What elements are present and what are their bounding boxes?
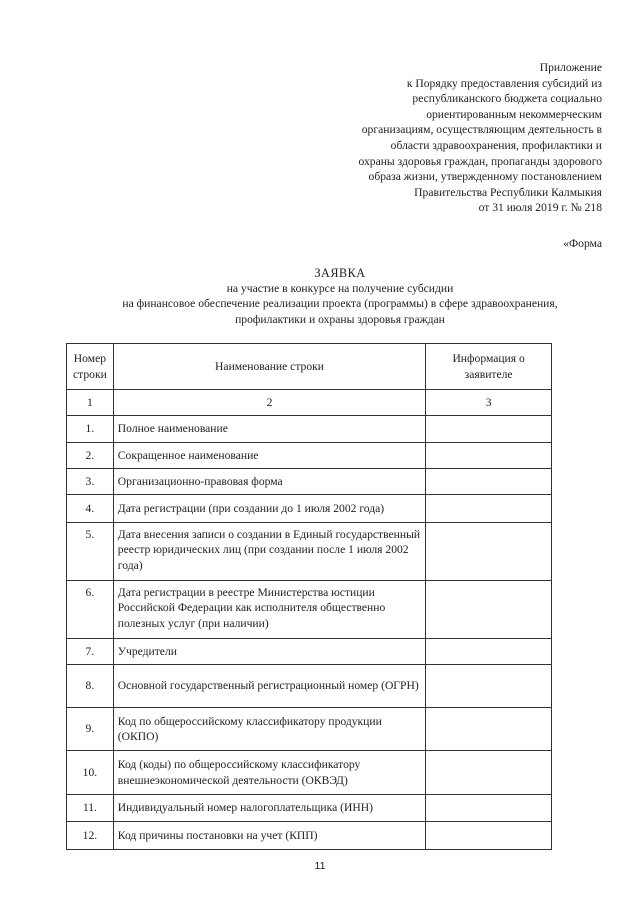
applicant-info-cell[interactable] xyxy=(426,822,552,850)
table-row xyxy=(67,665,552,708)
title-line: профилактики и охраны здоровья граждан xyxy=(235,312,445,326)
row-name: Дата внесения записи о создании в Единый государственный реестр юридических лиц (при создании после 1 июля 2002 года) xyxy=(113,523,425,581)
row-number: 1. xyxy=(67,416,114,443)
title-line: на участие в конкурсе на получение субсидии xyxy=(226,282,454,296)
table-row xyxy=(67,523,552,581)
header-row-number: Номер строки xyxy=(67,344,114,390)
table-row xyxy=(67,708,552,751)
row-number: 11. xyxy=(67,795,114,822)
appendix-line: образа жизни, утвержденному постановлением xyxy=(368,170,602,184)
row-number: 6. xyxy=(67,581,114,639)
row-name: Полное наименование xyxy=(113,416,425,443)
table-row xyxy=(67,469,552,495)
table-row xyxy=(67,443,552,469)
appendix-line: республиканского бюджета социально xyxy=(412,92,602,106)
row-name: Дата регистрации в реестре Министерства юстиции Российской Федерации как исполнителя общественно полезных услуг (при наличии) xyxy=(113,581,425,639)
header-row-name: Наименование строки xyxy=(113,344,425,390)
title-heading: ЗАЯВКА xyxy=(314,266,366,280)
table-row xyxy=(67,751,552,795)
appendix-line: организациям, осуществляющим деятельность в xyxy=(361,123,602,137)
row-name: Основной государственный регистрационный номер (ОГРН) xyxy=(113,665,425,708)
appendix-line: Правительства Республики Калмыкия xyxy=(414,185,602,199)
table-row xyxy=(67,495,552,523)
applicant-info-cell[interactable] xyxy=(426,495,552,523)
row-number: 10. xyxy=(67,751,114,795)
row-name: Организационно-правовая форма xyxy=(113,469,425,495)
column-number: 2 xyxy=(113,390,425,416)
appendix-line: охраны здоровья граждан, пропаганды здорового xyxy=(358,154,602,168)
row-number: 9. xyxy=(67,708,114,751)
header-applicant-info: Информация о заявителе xyxy=(426,344,552,390)
appendix-line: области здравоохранения, профилактики и xyxy=(390,138,602,152)
appendix-line: от 31 июля 2019 г. № 218 xyxy=(478,201,602,215)
applicant-info-cell[interactable] xyxy=(426,795,552,822)
applicant-info-cell[interactable] xyxy=(426,469,552,495)
applicant-info-cell[interactable] xyxy=(426,751,552,795)
application-table xyxy=(66,343,552,850)
row-number: 12. xyxy=(67,822,114,850)
document-title xyxy=(70,266,610,327)
row-name: Дата регистрации (при создании до 1 июля 2002 года) xyxy=(113,495,425,523)
row-number: 2. xyxy=(67,443,114,469)
row-name: Код по общероссийскому классификатору продукции (ОКПО) xyxy=(113,708,425,751)
applicant-info-cell[interactable] xyxy=(426,665,552,708)
applicant-info-cell[interactable] xyxy=(426,443,552,469)
row-number: 7. xyxy=(67,639,114,665)
title-line: на финансовое обеспечение реализации проекта (программы) в сфере здравоохранения, xyxy=(122,297,558,311)
column-number: 3 xyxy=(426,390,552,416)
applicant-info-cell[interactable] xyxy=(426,581,552,639)
row-name: Код (коды) по общероссийскому классификатору внешнеэкономической деятельности (ОКВЭД) xyxy=(113,751,425,795)
appendix-line: к Порядку предоставления субсидий из xyxy=(406,76,602,90)
table-header-row xyxy=(67,344,552,390)
row-name: Индивидуальный номер налогоплательщика (ИНН) xyxy=(113,795,425,822)
row-number: 8. xyxy=(67,665,114,708)
form-label: «Форма xyxy=(563,237,602,250)
appendix-line: ориентированным некоммерческим xyxy=(426,107,602,121)
applicant-info-cell[interactable] xyxy=(426,523,552,581)
table-row xyxy=(67,795,552,822)
applicant-info-cell[interactable] xyxy=(426,416,552,443)
row-name: Код причины постановки на учет (КПП) xyxy=(113,822,425,850)
row-number: 4. xyxy=(67,495,114,523)
appendix-block xyxy=(358,60,602,216)
row-name: Учредители xyxy=(113,639,425,665)
table-row xyxy=(67,639,552,665)
column-number-row xyxy=(67,390,552,416)
row-number: 5. xyxy=(67,523,114,581)
page-number: 11 xyxy=(314,860,326,872)
table-row xyxy=(67,581,552,639)
column-number: 1 xyxy=(67,390,114,416)
row-name: Сокращенное наименование xyxy=(113,443,425,469)
applicant-info-cell[interactable] xyxy=(426,639,552,665)
table-row xyxy=(67,822,552,850)
table-row xyxy=(67,416,552,443)
row-number: 3. xyxy=(67,469,114,495)
appendix-line: Приложение xyxy=(539,61,602,74)
applicant-info-cell[interactable] xyxy=(426,708,552,751)
